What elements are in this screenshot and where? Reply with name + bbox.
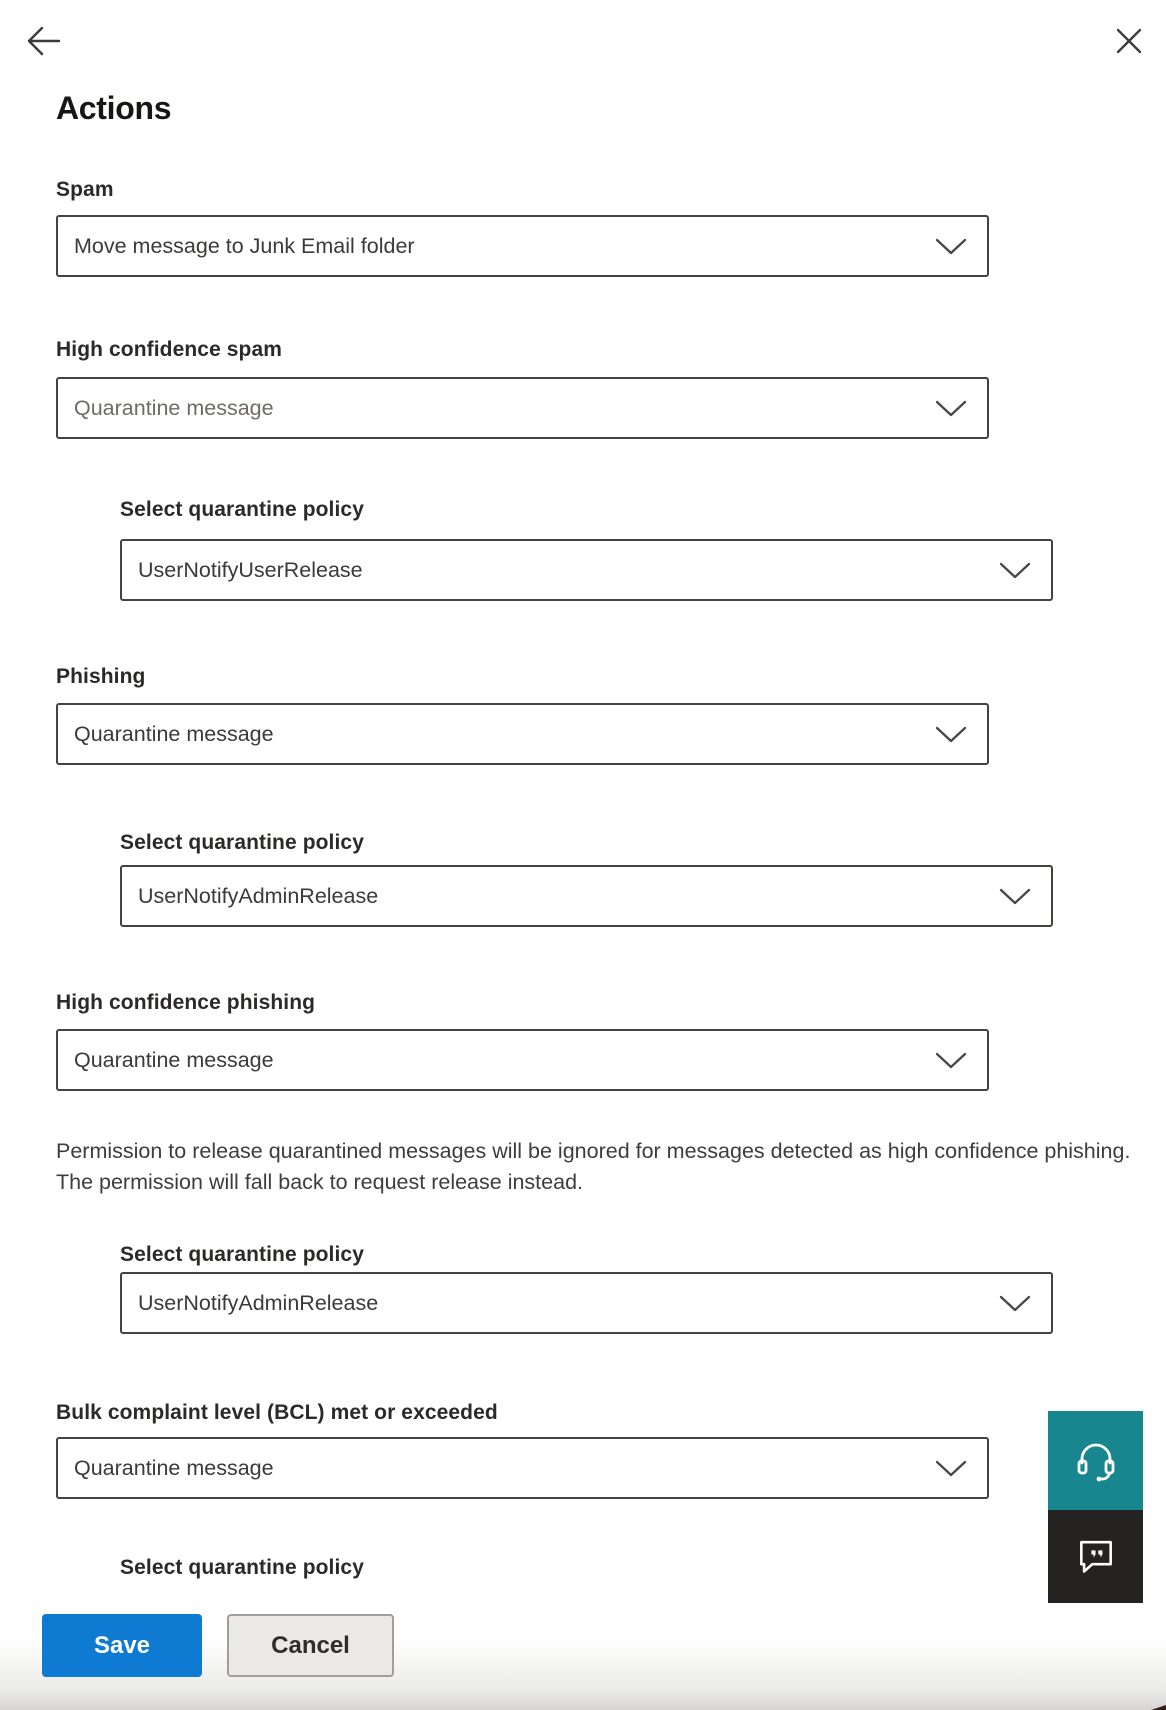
support-help-button[interactable] (1048, 1411, 1143, 1510)
high-confidence-spam-label: High confidence spam (56, 338, 283, 361)
chat-feedback-icon (1074, 1533, 1118, 1580)
phishing-dropdown-value: Quarantine message (74, 721, 274, 746)
chevron-down-icon (935, 238, 967, 255)
bcl-quarantine-policy-label-text: Select quarantine policy (120, 1556, 364, 1579)
close-x-icon (1112, 46, 1146, 61)
hcs-quarantine-policy-value: UserNotifyUserRelease (138, 557, 363, 582)
high-confidence-phishing-dropdown-value: Quarantine message (74, 1047, 274, 1072)
high-confidence-phishing-label: High confidence phishing (56, 991, 316, 1014)
high-confidence-phishing-dropdown[interactable] (56, 1029, 989, 1091)
bcl-dropdown-value: Quarantine message (74, 1455, 274, 1480)
chevron-down-icon (999, 888, 1031, 905)
bottom-corner-fragment (1151, 1705, 1166, 1710)
bcl-quarantine-policy-label-clipped (120, 1556, 364, 1585)
hcp-quarantine-policy-value: UserNotifyAdminRelease (138, 1290, 379, 1315)
cancel-button[interactable]: Cancel (227, 1614, 394, 1677)
hcp-quarantine-policy-dropdown[interactable] (120, 1272, 1053, 1334)
bcl-label: Bulk complaint level (BCL) met or exceeded (56, 1401, 498, 1424)
phishing-quarantine-policy-label: Select quarantine policy (120, 831, 364, 854)
bcl-dropdown[interactable] (56, 1437, 989, 1499)
headset-icon (1072, 1435, 1120, 1486)
chevron-down-icon (935, 726, 967, 743)
chevron-down-icon (999, 562, 1031, 579)
chevron-down-icon (935, 400, 967, 417)
chevron-down-icon (935, 1460, 967, 1477)
close-button[interactable] (1112, 24, 1146, 58)
hcp-quarantine-policy-label: Select quarantine policy (120, 1243, 364, 1266)
phishing-dropdown[interactable] (56, 703, 989, 765)
feedback-button[interactable] (1048, 1510, 1143, 1603)
save-button[interactable]: Save (42, 1614, 202, 1677)
chevron-down-icon (935, 1052, 967, 1069)
back-arrow-icon (24, 48, 62, 63)
phishing-quarantine-policy-dropdown[interactable] (120, 865, 1053, 927)
phishing-quarantine-policy-value: UserNotifyAdminRelease (138, 883, 379, 908)
spam-dropdown-value: Move message to Junk Email folder (74, 233, 415, 258)
hcs-quarantine-policy-label: Select quarantine policy (120, 498, 364, 521)
hcp-permission-note: Permission to release quarantined messages will be ignored for messages detected as high confidence phishing. The permission will fall back to request release instead. (56, 1139, 1131, 1194)
high-confidence-spam-dropdown[interactable] (56, 377, 989, 439)
spam-dropdown[interactable] (56, 215, 989, 277)
spam-label: Spam (56, 178, 114, 201)
high-confidence-spam-dropdown-value: Quarantine message (74, 395, 274, 420)
back-button[interactable] (24, 22, 62, 60)
phishing-label: Phishing (56, 665, 146, 688)
hcs-quarantine-policy-dropdown[interactable] (120, 539, 1053, 601)
page-title: Actions (56, 90, 172, 126)
chevron-down-icon (999, 1295, 1031, 1312)
